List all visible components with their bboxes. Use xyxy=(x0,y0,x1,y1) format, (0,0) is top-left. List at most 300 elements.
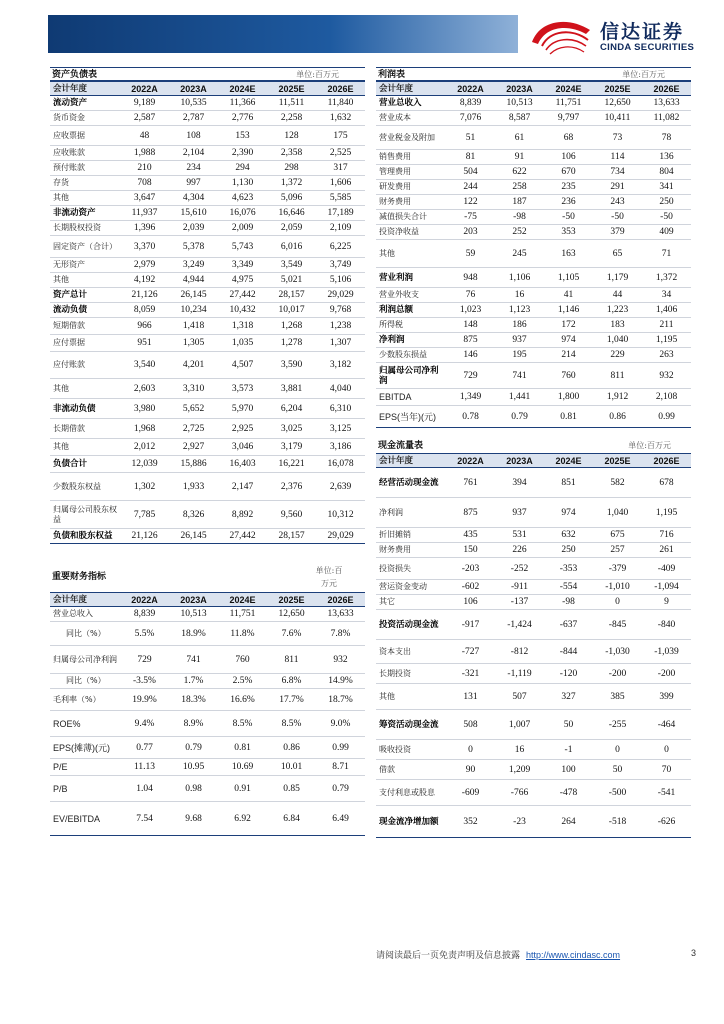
row-value: -137 xyxy=(510,597,529,607)
row-value: 1,223 xyxy=(606,305,629,315)
row-value: 6.84 xyxy=(283,813,300,824)
row-value: 13,633 xyxy=(327,609,354,619)
row-value: 741 xyxy=(512,370,527,381)
row-label: 净利润 xyxy=(379,507,403,517)
table-row xyxy=(50,529,365,544)
table-row xyxy=(376,610,691,640)
row-value: -554 xyxy=(559,582,578,592)
row-value: 1,130 xyxy=(231,178,254,188)
row-value: 50 xyxy=(563,719,574,730)
row-value: 622 xyxy=(512,167,527,177)
row-value: 0.79 xyxy=(332,783,349,794)
row-value: -626 xyxy=(657,816,676,827)
table-row xyxy=(376,543,691,558)
row-label: 营业总收入 xyxy=(53,609,93,618)
header-year: 2026E xyxy=(653,455,680,466)
row-label: 存货 xyxy=(53,178,69,187)
table-title-bar xyxy=(50,564,365,592)
row-value: 26,145 xyxy=(180,290,207,300)
table-row xyxy=(50,674,365,689)
row-value: 244 xyxy=(463,182,478,192)
row-value: 5,378 xyxy=(182,241,205,252)
table-row xyxy=(50,352,365,379)
table-unit: 单位:百万元 xyxy=(628,441,671,450)
row-value: 6.8% xyxy=(281,676,302,686)
row-value: -200 xyxy=(657,668,676,679)
row-value: 3,549 xyxy=(280,260,303,270)
row-value: 5.5% xyxy=(134,628,155,639)
table-row xyxy=(50,622,365,646)
row-value: 582 xyxy=(610,477,625,488)
row-value: 195 xyxy=(512,350,527,360)
row-value: 257 xyxy=(610,545,625,555)
header-year: 2026E xyxy=(327,594,354,605)
row-label: P/B xyxy=(53,783,68,794)
row-value: 2,979 xyxy=(133,260,156,270)
row-value: -637 xyxy=(559,619,578,630)
row-value: 1,195 xyxy=(655,335,678,345)
row-value: 187 xyxy=(512,197,527,207)
row-value: 1,195 xyxy=(655,507,678,518)
row-value: 1,278 xyxy=(280,338,303,348)
row-value: 4,040 xyxy=(329,383,352,394)
row-value: 2,787 xyxy=(182,113,205,123)
row-value: 136 xyxy=(659,152,674,162)
row-value: 7,785 xyxy=(133,509,156,520)
row-value: -120 xyxy=(559,668,578,679)
row-value: 3,025 xyxy=(280,423,303,434)
header-year: 2022A xyxy=(131,83,158,94)
row-label: 其他 xyxy=(379,248,395,258)
row-label: 营业税金及附加 xyxy=(379,132,435,142)
row-value: 1,372 xyxy=(280,178,303,188)
row-value: -840 xyxy=(657,619,676,630)
table-row xyxy=(50,689,365,711)
row-value: -464 xyxy=(657,719,676,730)
row-value: 435 xyxy=(463,530,478,540)
table-row xyxy=(50,737,365,759)
row-value: 3,881 xyxy=(280,383,303,394)
row-value: 76 xyxy=(465,290,476,300)
row-value: 8,839 xyxy=(133,609,156,619)
key-ratios-table xyxy=(50,564,365,836)
row-value: 875 xyxy=(463,507,478,518)
row-value: 5,021 xyxy=(280,275,303,285)
row-value: 6.49 xyxy=(332,813,349,824)
row-value: 966 xyxy=(137,321,152,331)
row-value: 327 xyxy=(561,691,576,702)
row-value: 11,511 xyxy=(278,98,305,108)
row-value: 211 xyxy=(659,320,674,330)
row-value: -845 xyxy=(608,619,627,630)
row-value: -1,010 xyxy=(605,582,630,592)
row-value: -252 xyxy=(510,563,529,574)
website-link[interactable]: http://www.cindasc.com xyxy=(526,950,621,960)
row-value: 29,029 xyxy=(327,290,354,300)
row-label: 折旧摊销 xyxy=(379,530,411,539)
row-value: 997 xyxy=(186,178,201,188)
row-value: 19.9% xyxy=(132,694,157,705)
row-label: 净利润 xyxy=(379,335,405,345)
row-value: 937 xyxy=(512,335,527,345)
row-label: 应付票据 xyxy=(53,338,85,347)
row-value: 353 xyxy=(561,227,576,237)
row-value: -541 xyxy=(657,787,676,798)
row-label: 归属母公司净利润 xyxy=(53,654,117,664)
row-value: 2,147 xyxy=(231,481,254,492)
row-value: 1,238 xyxy=(329,321,352,331)
row-value: 59 xyxy=(465,248,476,259)
row-value: 18.9% xyxy=(181,628,206,639)
table-row xyxy=(376,150,691,165)
row-label: 营业成本 xyxy=(379,113,411,122)
row-value: 175 xyxy=(333,130,348,141)
row-value: 150 xyxy=(463,545,478,555)
row-label: P/E xyxy=(53,762,68,772)
row-value: -500 xyxy=(608,787,627,798)
row-value: 146 xyxy=(463,350,478,360)
header-year: 2022A xyxy=(457,83,484,94)
row-value: 3,540 xyxy=(133,360,156,370)
table-row xyxy=(376,580,691,595)
table-row xyxy=(376,303,691,318)
row-value: 16,646 xyxy=(278,208,305,218)
row-value: 0.78 xyxy=(462,411,479,422)
row-value: 10,513 xyxy=(506,98,533,108)
table-unit: 单位:百万元 xyxy=(622,70,665,79)
row-value: 10,432 xyxy=(229,305,256,315)
row-value: 8,587 xyxy=(508,113,531,123)
row-value: 10,312 xyxy=(327,509,354,520)
row-label: 销售费用 xyxy=(379,152,411,161)
header-label: 会计年度 xyxy=(379,83,414,94)
row-value: 6,016 xyxy=(280,241,303,252)
row-value: -766 xyxy=(510,787,529,798)
row-value: -609 xyxy=(461,787,480,798)
row-value: 100 xyxy=(561,764,576,775)
row-value: 10.01 xyxy=(280,762,303,772)
row-value: 3,249 xyxy=(182,260,205,270)
row-value: 28,157 xyxy=(278,290,305,300)
row-value: 11,840 xyxy=(327,98,354,108)
row-value: 7.8% xyxy=(330,628,351,639)
table-header-row xyxy=(376,81,691,96)
table-row xyxy=(50,273,365,288)
balance-sheet-table xyxy=(50,67,365,544)
row-value: 0 xyxy=(664,744,669,755)
row-value: 3,370 xyxy=(133,241,156,252)
table-row xyxy=(376,268,691,288)
row-value: 114 xyxy=(610,152,625,162)
table-row xyxy=(376,780,691,806)
row-label: 其他 xyxy=(53,193,69,202)
row-value: 2,725 xyxy=(182,423,205,434)
row-value: 203 xyxy=(463,227,478,237)
row-value: 48 xyxy=(139,130,150,141)
row-label: 研发费用 xyxy=(379,182,411,191)
row-value: 0.99 xyxy=(332,742,349,753)
row-value: 2,104 xyxy=(182,148,205,158)
row-value: 50 xyxy=(612,764,623,775)
row-value: 243 xyxy=(610,197,625,207)
row-value: 0.98 xyxy=(185,783,202,794)
table-row xyxy=(376,288,691,303)
row-value: 11,937 xyxy=(131,208,158,218)
row-value: 632 xyxy=(561,530,576,540)
table-row xyxy=(376,806,691,838)
row-label: 营业利润 xyxy=(379,272,414,283)
row-value: 504 xyxy=(463,167,478,177)
row-value: 2,603 xyxy=(133,383,156,394)
row-value: 183 xyxy=(610,320,625,330)
table-row xyxy=(50,607,365,622)
logo-cn-text: 信达证券 xyxy=(600,21,685,43)
row-value: -23 xyxy=(513,816,526,827)
row-label: 应收账款 xyxy=(53,148,85,157)
table-row xyxy=(50,399,365,419)
row-value: 0.81 xyxy=(234,742,251,753)
row-value: 352 xyxy=(463,816,478,827)
row-value: 11.13 xyxy=(133,762,156,772)
row-label: 资产总计 xyxy=(53,290,88,300)
row-value: 3,182 xyxy=(329,360,352,370)
row-label: 非流动资产 xyxy=(53,208,96,218)
row-value: 2,109 xyxy=(329,223,352,233)
row-value: -50 xyxy=(611,212,624,222)
row-value: 15,610 xyxy=(180,208,207,218)
row-value: 11,751 xyxy=(229,609,256,619)
row-label: 营业总收入 xyxy=(379,98,422,108)
row-value: 1,632 xyxy=(329,113,352,123)
table-row xyxy=(50,439,365,456)
table-row xyxy=(376,96,691,111)
row-value: 12,650 xyxy=(604,98,631,108)
row-value: 8.5% xyxy=(232,718,253,729)
row-label: 投资活动现金流 xyxy=(379,619,439,630)
table-row xyxy=(50,161,365,176)
row-value: 10,411 xyxy=(604,113,631,123)
row-value: 16 xyxy=(514,290,525,300)
row-value: 70 xyxy=(661,764,672,775)
header-year: 2025E xyxy=(604,83,631,94)
row-value: 4,201 xyxy=(182,360,205,370)
row-label: 应收票据 xyxy=(53,130,85,140)
header-year: 2024E xyxy=(229,594,256,605)
row-label: 负债和股东权益 xyxy=(53,531,113,541)
header-year: 2024E xyxy=(555,83,582,94)
table-title: 重要财务指标 xyxy=(52,572,107,582)
row-value: 716 xyxy=(659,530,674,540)
row-value: -602 xyxy=(461,582,480,592)
header-year: 2023A xyxy=(180,83,207,94)
row-value: 153 xyxy=(235,130,250,141)
row-value: 4,192 xyxy=(133,275,156,285)
row-value: 3,647 xyxy=(133,193,156,203)
row-value: 3,749 xyxy=(329,260,352,270)
row-value: 108 xyxy=(186,130,201,141)
row-value: 234 xyxy=(186,163,201,173)
row-value: 10.69 xyxy=(231,762,254,772)
row-value: 974 xyxy=(561,507,576,518)
row-value: 68 xyxy=(563,132,574,143)
row-value: 760 xyxy=(235,654,250,665)
row-value: 1,933 xyxy=(182,481,205,492)
row-label: 应付账款 xyxy=(53,360,85,369)
row-value: 5,585 xyxy=(329,193,352,203)
table-row xyxy=(376,126,691,150)
row-value: 6,310 xyxy=(329,403,352,414)
table-row xyxy=(50,501,365,529)
header-year: 2025E xyxy=(604,455,631,466)
row-value: 9,560 xyxy=(280,509,303,520)
row-value: 16,076 xyxy=(229,208,256,218)
row-value: 1.04 xyxy=(136,783,153,794)
row-value: 1,988 xyxy=(133,148,156,158)
table-row xyxy=(376,165,691,180)
row-value: 73 xyxy=(612,132,623,143)
row-value: 2,927 xyxy=(182,442,205,452)
row-value: 3,179 xyxy=(280,442,303,452)
row-value: 0.86 xyxy=(609,411,626,422)
row-value: 9 xyxy=(664,597,669,607)
row-label: 管理费用 xyxy=(379,167,411,176)
header-year: 2022A xyxy=(457,455,484,466)
row-value: 761 xyxy=(463,477,478,488)
row-value: 11,751 xyxy=(555,98,582,108)
row-value: 214 xyxy=(561,350,576,360)
row-value: 1,349 xyxy=(459,392,482,402)
table-row xyxy=(50,236,365,258)
row-value: 1,268 xyxy=(280,321,303,331)
row-value: 44 xyxy=(612,290,623,300)
row-value: 507 xyxy=(512,691,527,702)
row-value: 172 xyxy=(561,320,576,330)
row-value: -200 xyxy=(608,668,627,679)
row-value: 252 xyxy=(512,227,527,237)
row-value: 0.91 xyxy=(234,783,251,794)
row-label: EBITDA xyxy=(379,392,412,402)
table-row xyxy=(376,318,691,333)
header-year: 2025E xyxy=(278,83,305,94)
row-value: 18.7% xyxy=(328,694,353,705)
row-value: -75 xyxy=(464,212,477,222)
row-value: 263 xyxy=(659,350,674,360)
row-label: EPS(当年)(元) xyxy=(379,411,436,422)
row-value: 10,017 xyxy=(278,305,305,315)
table-row xyxy=(50,473,365,501)
row-value: 1,305 xyxy=(182,338,205,348)
row-value: 298 xyxy=(284,163,299,173)
row-value: 1,209 xyxy=(508,764,531,775)
table-title-bar xyxy=(376,439,691,453)
row-label: 预付账款 xyxy=(53,163,85,172)
table-row xyxy=(376,363,691,389)
table-title-bar xyxy=(50,67,365,81)
row-value: 1,007 xyxy=(508,719,531,730)
row-label: 财务费用 xyxy=(379,545,411,554)
row-value: 951 xyxy=(137,338,152,348)
row-value: 21,126 xyxy=(131,531,158,541)
row-value: 3,310 xyxy=(182,383,205,394)
row-value: 10,234 xyxy=(180,305,207,315)
row-value: 8.9% xyxy=(183,718,204,729)
row-value: 531 xyxy=(512,530,527,540)
row-value: 11,082 xyxy=(653,113,680,123)
row-value: 0 xyxy=(615,744,620,755)
row-value: 15,886 xyxy=(180,459,207,469)
row-value: 245 xyxy=(512,248,527,259)
row-label: 同比（%） xyxy=(66,676,106,685)
row-value: 106 xyxy=(561,152,576,162)
row-value: 41 xyxy=(563,290,574,300)
row-value: 3,125 xyxy=(329,423,352,434)
row-value: 4,304 xyxy=(182,193,205,203)
row-label: 固定资产（合计） xyxy=(53,241,117,251)
row-value: 2,776 xyxy=(231,113,254,123)
row-value: 1,146 xyxy=(557,305,580,315)
table-row xyxy=(376,195,691,210)
table-row xyxy=(376,468,691,498)
row-value: 1,406 xyxy=(655,305,678,315)
row-value: 2,012 xyxy=(133,442,156,452)
row-value: 0 xyxy=(468,744,473,755)
table-row xyxy=(50,258,365,273)
row-value: 8,839 xyxy=(459,98,482,108)
header-year: 2026E xyxy=(653,83,680,94)
row-value: 250 xyxy=(659,197,674,207)
row-value: 1,035 xyxy=(231,338,254,348)
row-value: 65 xyxy=(612,248,623,259)
table-row xyxy=(50,126,365,146)
table-row xyxy=(376,406,691,428)
row-value: 2,376 xyxy=(280,481,303,492)
row-label: 其他 xyxy=(53,442,69,451)
row-label: 营运资金变动 xyxy=(379,582,427,591)
table-row xyxy=(376,595,691,610)
row-value: 3,186 xyxy=(329,442,352,452)
row-value: 14.9% xyxy=(328,676,353,686)
row-value: 148 xyxy=(463,320,478,330)
table-row xyxy=(50,288,365,303)
table-row xyxy=(50,456,365,473)
table-row xyxy=(50,419,365,439)
header-label: 会计年度 xyxy=(53,83,88,94)
table-row xyxy=(50,221,365,236)
header-year: 2022A xyxy=(131,594,158,605)
row-value: 2,258 xyxy=(280,113,303,123)
row-value: 78 xyxy=(661,132,672,143)
row-value: 264 xyxy=(561,816,576,827)
row-value: 11.8% xyxy=(230,628,255,639)
row-label: 投资损失 xyxy=(379,563,411,573)
row-value: 0.85 xyxy=(283,783,300,794)
row-value: -98 xyxy=(513,212,526,222)
cinda-logo-icon xyxy=(528,16,596,56)
row-value: 675 xyxy=(610,530,625,540)
row-value: 394 xyxy=(512,477,527,488)
row-value: -255 xyxy=(608,719,627,730)
row-value: 5,106 xyxy=(329,275,352,285)
row-value: -3.5% xyxy=(133,676,156,686)
header-year: 2025E xyxy=(278,594,305,605)
row-value: 670 xyxy=(561,167,576,177)
row-value: 811 xyxy=(610,370,625,381)
row-value: 2,639 xyxy=(329,481,352,492)
row-value: 1,307 xyxy=(329,338,352,348)
row-value: 16,403 xyxy=(229,459,256,469)
row-label: 同比（%） xyxy=(66,628,106,638)
table-row xyxy=(50,379,365,399)
